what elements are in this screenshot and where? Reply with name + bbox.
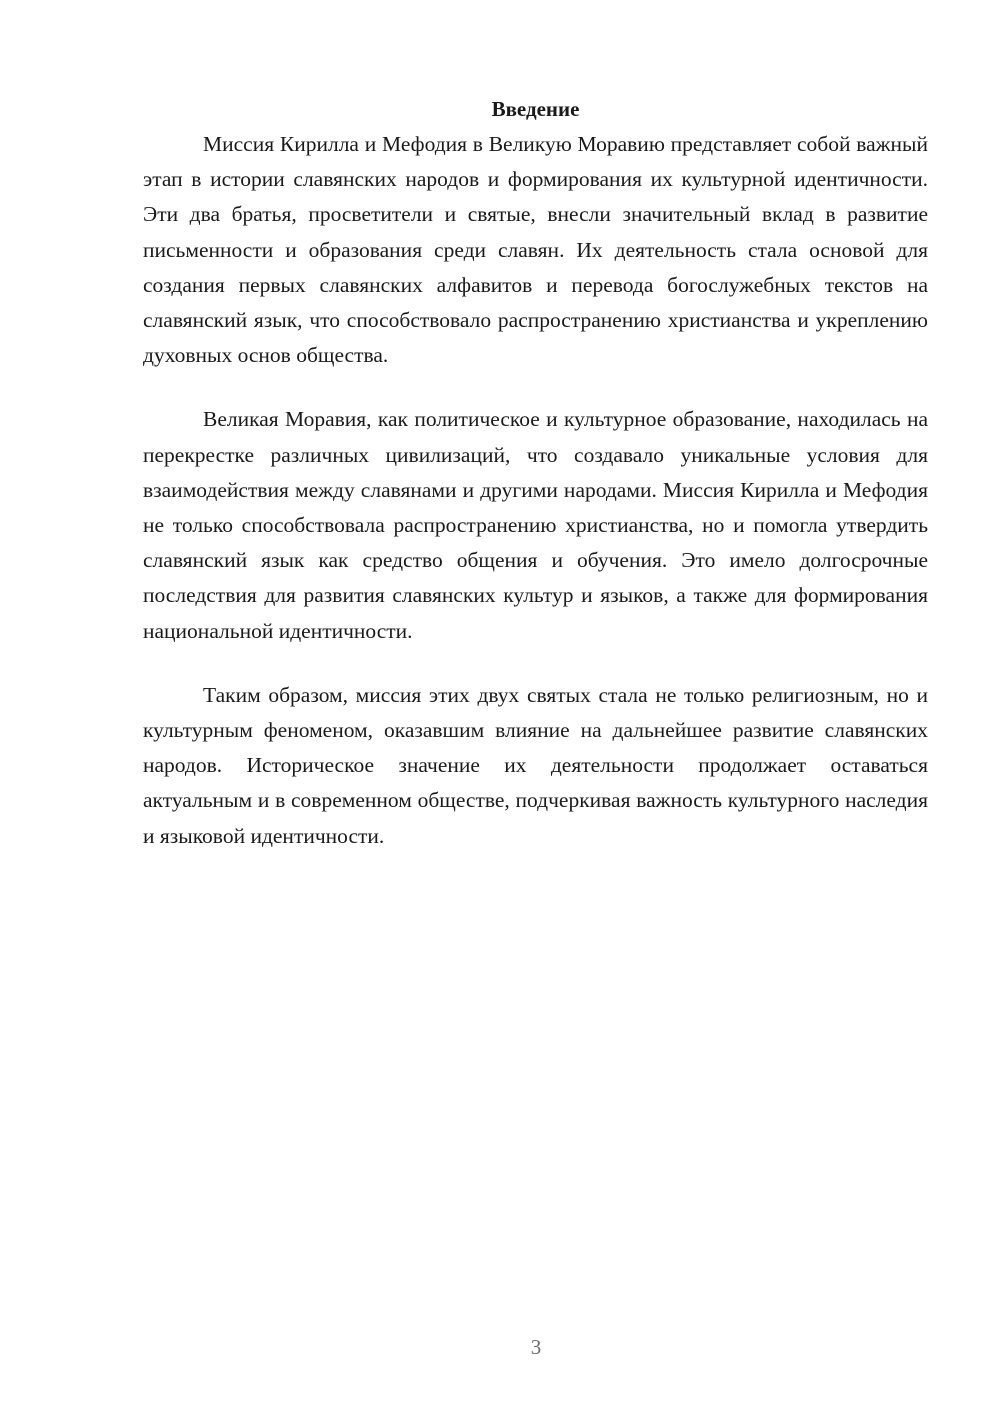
paragraph-3: Таким образом, миссия этих двух святых стала не только религиозным, но и культурным феноменом, оказавшим влияние на дальнейшее развитие славянских народов. Историческое значение их деятельности продолжает оставаться актуальным и в современном обществе, подчеркивая важность культурного наследия и языковой идентичности. — [143, 682, 928, 848]
section-heading: Введение — [491, 97, 580, 121]
paragraph-1: Миссия Кирилла и Мефодия в Великую Моравию представляет собой важный этап в истории славянских народов и формирования их культурной идентичности. Эти два братья, просветители и святые, внесли значительный вклад в развитие письменности и образования среди славян. Их деятельность стала основой для создания первых славянских алфавитов и перевода богослужебных текстов на славянский язык, что способствовало распространению христианства и укреплению духовных основ общества. — [143, 132, 928, 368]
paragraph-2: Великая Моравия, как политическое и культурное образование, находилась на перекрестке различных цивилизаций, что создавало уникальные условия для взаимодействия между славянами и другими народами. Миссия Кирилла и Мефодия не только способствовала распространению христианства, но и помогла утвердить славянский язык как средство общения и обучения. Это имело долгосрочные последствия для развития славянских культур и языков, а также для формирования национальной идентичности. — [143, 407, 928, 643]
page-content — [143, 92, 928, 883]
page-number: 3 — [530, 1335, 542, 1359]
